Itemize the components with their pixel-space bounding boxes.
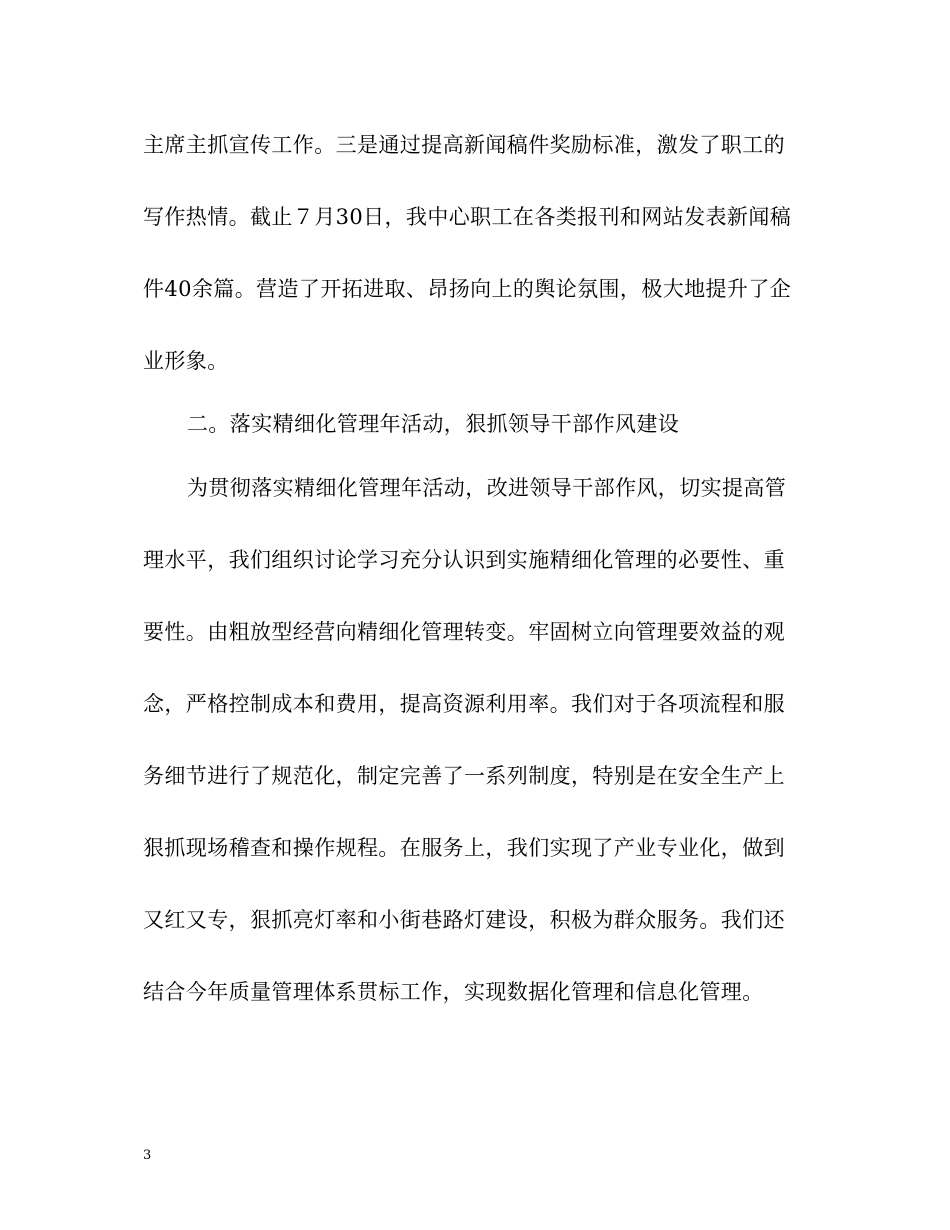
page-number: 3 <box>143 1148 152 1163</box>
paragraph-line: 念，严格控制成本和费用，提高资源利用率。我们对于各项流程和服 <box>143 692 785 716</box>
section-heading: 二。落实精细化管理年活动，狠抓领导干部作风建设 <box>187 412 680 436</box>
paragraph-line: 件40余篇。营造了开拓进取、昂扬向上的舆论氛围，极大地提升了企 <box>143 277 792 301</box>
paragraph-line: 又红又专，狠抓亮灯率和小街巷路灯建设，积极为群众服务。我们还 <box>143 908 785 932</box>
paragraph-line: 务细节进行了规范化，制定完善了一系列制度，特别是在安全生产上 <box>143 764 785 788</box>
paragraph-line: 写作热情。截止７月30日，我中心职工在各类报刊和网站发表新闻稿 <box>143 205 792 229</box>
paragraph-line: 主席主抓宣传工作。三是通过提高新闻稿件奖励标准，激发了职工的 <box>143 133 785 157</box>
paragraph-line: 理水平，我们组织讨论学习充分认识到实施精细化管理的必要性、重 <box>143 548 785 572</box>
paragraph-line: 业形象。 <box>143 349 229 373</box>
paragraph-line: 要性。由粗放型经营向精细化管理转变。牢固树立向管理要效益的观 <box>143 620 785 644</box>
paragraph-line: 为贯彻落实精细化管理年活动，改进领导干部作风，切实提高管 <box>187 476 787 500</box>
paragraph-line: 狠抓现场稽查和操作规程。在服务上，我们实现了产业专业化，做到 <box>143 836 785 860</box>
paragraph-line: 结合今年质量管理体系贯标工作，实现数据化管理和信息化管理。 <box>143 980 764 1004</box>
